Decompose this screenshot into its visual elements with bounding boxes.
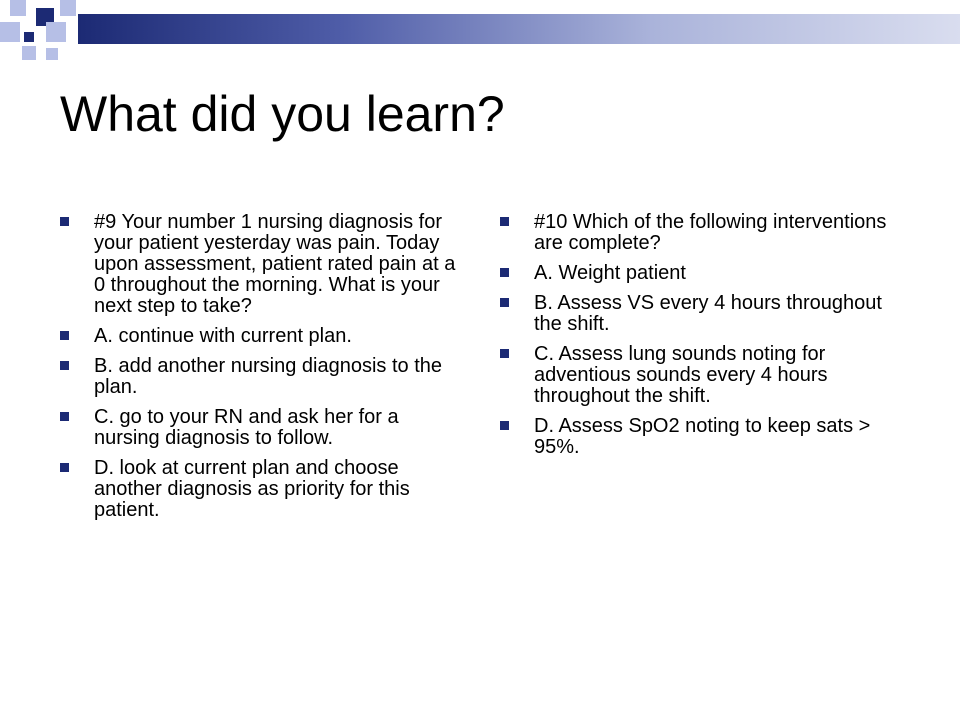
right-question-list xyxy=(500,212,904,467)
decorative-square-icon xyxy=(0,22,20,42)
square-bullet-icon xyxy=(500,217,509,226)
list-item xyxy=(60,212,468,317)
decorative-square-icon xyxy=(46,22,66,42)
square-bullet-icon xyxy=(500,421,509,430)
answer-option: C. Assess lung sounds noting for adventious sounds every 4 hours throughout the shift. xyxy=(534,343,828,407)
square-bullet-icon xyxy=(500,349,509,358)
list-item xyxy=(60,356,468,398)
header-gradient-bar xyxy=(78,14,960,44)
list-item xyxy=(60,458,468,521)
answer-option: B. add another nursing diagnosis to the plan. xyxy=(94,355,443,398)
decorative-square-icon xyxy=(22,46,36,60)
decorative-square-icon xyxy=(60,0,76,16)
answer-option: B. Assess VS every 4 hours throughout the shift. xyxy=(534,292,882,335)
square-bullet-icon xyxy=(60,463,69,472)
list-item xyxy=(500,344,904,407)
square-bullet-icon xyxy=(60,331,69,340)
square-bullet-icon xyxy=(500,268,509,277)
left-question-list xyxy=(60,212,468,530)
answer-option: C. go to your RN and ask her for a nursing diagnosis to follow. xyxy=(94,406,399,449)
answer-option: D. Assess SpO2 noting to keep sats > 95%. xyxy=(534,415,871,458)
square-bullet-icon xyxy=(500,298,509,307)
list-item xyxy=(500,212,904,254)
answer-option: A. continue with current plan. xyxy=(94,325,352,347)
list-item xyxy=(500,416,904,458)
list-item xyxy=(500,293,904,335)
decorative-square-icon xyxy=(46,48,58,60)
square-bullet-icon xyxy=(60,412,69,421)
square-bullet-icon xyxy=(60,361,69,370)
decorative-square-icon xyxy=(24,32,34,42)
slide-title: What did you learn? xyxy=(60,86,505,142)
list-item xyxy=(500,263,904,284)
square-bullet-icon xyxy=(60,217,69,226)
list-item xyxy=(60,326,468,347)
answer-option: D. look at current plan and choose another diagnosis as priority for this patient. xyxy=(94,457,410,521)
decorative-square-icon xyxy=(10,0,26,16)
question-text: #10 Which of the following interventions are complete? xyxy=(534,211,887,254)
question-text: #9 Your number 1 nursing diagnosis for your patient yesterday was pain. Today upon assessment, patient rated pain at a 0 throughout the morning. What is your next step to take? xyxy=(94,211,456,317)
list-item xyxy=(60,407,468,449)
answer-option: A. Weight patient xyxy=(534,262,686,284)
